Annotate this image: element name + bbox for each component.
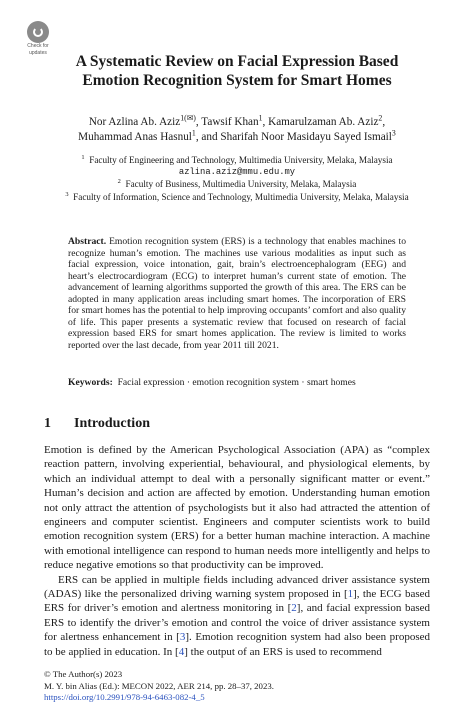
affiliation-sup: 1 [81, 153, 85, 161]
keywords-text: Facial expression · emotion recognition system · smart homes [117, 377, 356, 388]
author-name: Tawsif Khan [201, 116, 259, 128]
author-sep: , [382, 116, 386, 128]
keywords-label: Keywords: [68, 377, 113, 388]
check-updates-icon [27, 21, 49, 43]
citation-link[interactable]: 2 [291, 602, 297, 615]
author-email[interactable]: azlina.aziz@mmu.edu.my [178, 167, 296, 177]
keywords [68, 377, 406, 389]
author-sup: 1 [258, 113, 263, 123]
author-sup: 1 [191, 128, 196, 138]
affiliation-2 [0, 178, 474, 190]
author-sep: , [195, 116, 202, 128]
affiliation-3 [0, 191, 474, 203]
author-name: Sharifah Noor Masidayu Sayed Ismail [220, 131, 392, 143]
author-name: Kamarulzaman Ab. Aziz [268, 116, 379, 128]
author-sup: 2 [378, 113, 383, 123]
section-heading [44, 416, 150, 432]
check-for-updates-badge[interactable] [23, 21, 53, 55]
affiliation-1 [0, 154, 474, 166]
citation-link[interactable]: 1 [347, 588, 354, 601]
author-line-2 [30, 130, 444, 145]
affiliation-sup: 3 [65, 190, 69, 198]
author-sup: 1(✉) [180, 113, 196, 123]
author-line-1 [30, 115, 444, 130]
affiliation-text: Faculty of Information, Science and Technology, Multimedia University, Melaka, Malaysia [73, 192, 409, 202]
abstract-label: Abstract. [68, 236, 107, 247]
body-text-run: ] the output of an ERS is used to recommend [184, 645, 382, 658]
body-text [44, 443, 430, 659]
title-line-1: A Systematic Review on Facial Expression Based [75, 53, 399, 70]
affiliation-sup: 2 [117, 177, 121, 185]
body-paragraph-1: Emotion is defined by the American Psychological Association (APA) as “complex reaction pattern, involving experiential, behavioural, and physiological elements, by which an individual attempt to deal with a personally significant matter or event.” Human’s decision and action are affected by emotion. Understanding human emotion not only attract the attention of psychologists but it also had attracted the attention of engineers and computer scientist. Engineers and computer scientists work to build emotion recognition system (ERS) for a better human machine interaction. A machine with emotional intelligence can respond to human needs more intelligently and helps to reduce negative emotions so that productivity can be improved. [44, 444, 430, 572]
author-list [30, 115, 444, 145]
copyright-line: © The Author(s) 2023 [44, 669, 123, 679]
section-title: Introduction [74, 416, 150, 431]
citation-link[interactable]: 3 [179, 631, 186, 644]
abstract-text: Emotion recognition system (ERS) is a technology that enables machines to recognize human’s emotion. The machines use various modalities as input such as facial expression, voice intonation, gait, brain’s electroencephalogram (EEG) and heart’s electrocardiogram (ECG) to interpret human’s current state of emotion. The advancement of learning algorithms supported the growth of this area. The ERS can be adopted in many application areas including smart homes. The incorporation of ERS for smart homes has the potential to help improving occupants’ comfort and also quality of life. This paper presents a systematic review that focused on research of facial expression based ERS for smart homes application. The review is limited to works reported over the last decade, from year 2011 till 2021. [68, 236, 406, 351]
badge-text-line1: Check for [27, 43, 49, 49]
author-sep: , [262, 116, 269, 128]
paper-title [30, 52, 444, 90]
abstract [68, 236, 406, 351]
body-text-run: ERS can be applied in multiple fields including advanced driver assistance system (ADAS) like the personalized driving warning system proposed in [ [44, 573, 430, 601]
body-text-run: ], the ECG based ERS for driver’s emotion and alertness monitoring in [ [44, 588, 430, 615]
citation-link[interactable]: 4 [178, 645, 185, 658]
author-name: Muhammad Anas Hasnul [78, 131, 192, 143]
body-paragraph-2 [44, 573, 430, 659]
author-and: , and [195, 131, 221, 143]
affiliation-text: Faculty of Engineering and Technology, Multimedia University, Melaka, Malaysia [89, 155, 393, 165]
citation-line: M. Y. bin Alias (Ed.): MECON 2022, AER 214, pp. 28–37, 2023. [44, 680, 274, 691]
badge-text-line2: updates [29, 49, 47, 56]
body-text-run: ]. Emotion recognition system had also been proposed to be applied in education. In [ [44, 631, 430, 658]
affiliation-text: Faculty of Business, Multimedia University, Melaka, Malaysia [125, 179, 357, 189]
author-name: Nor Azlina Ab. Aziz [88, 116, 181, 128]
title-line-2: Emotion Recognition System for Smart Homes [82, 72, 392, 89]
footer [44, 669, 274, 704]
section-number: 1 [44, 416, 51, 431]
author-sup: 3 [391, 128, 396, 138]
body-text-run: ], and facial expression based ERS to identify the driver’s emotion and control the voice of driver assistance system for alertness enhancement in [ [44, 602, 430, 644]
doi-link[interactable]: https://doi.org/10.2991/978-94-6463-082-4_5 [44, 692, 205, 702]
